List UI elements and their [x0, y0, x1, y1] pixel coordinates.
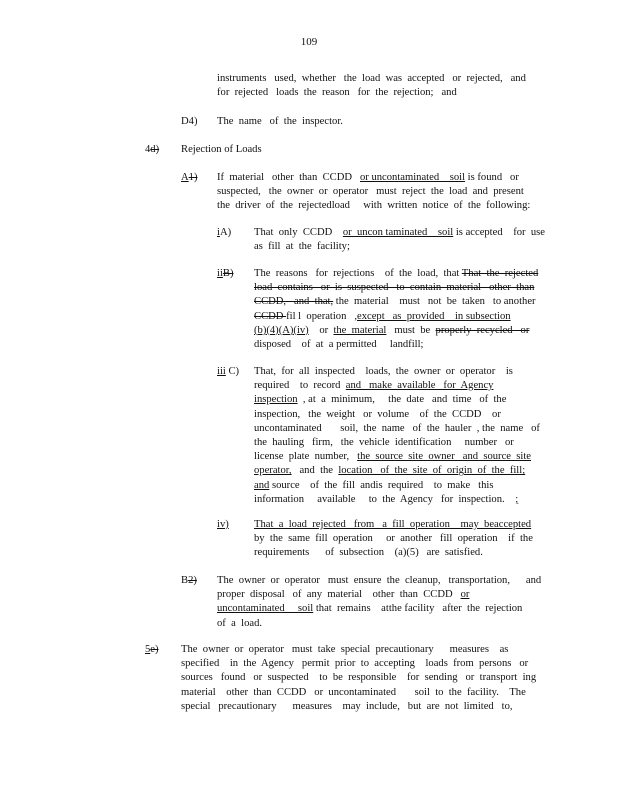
label-part: d) — [150, 144, 160, 155]
text-run: disposed of at a permitted landfill; — [254, 339, 424, 351]
text-line — [254, 295, 538, 309]
text-run: That the rejected — [461, 268, 539, 279]
text-run: That a load rejected from a fill operation may beaccepted — [254, 519, 532, 530]
item-iib-text — [254, 267, 538, 352]
label-part: ii — [217, 268, 223, 279]
text-run: properly recycled or — [435, 324, 530, 336]
text-line — [254, 338, 538, 352]
text-run: for rejected loads the reason for the rejection; and — [217, 87, 457, 99]
item-b2-text — [217, 574, 541, 631]
text-run: requirements of subsection (a)(5) are satisfied. — [254, 547, 483, 559]
text-line — [217, 115, 343, 129]
text-run: of a load. — [217, 617, 263, 629]
item-label-d4 — [181, 115, 197, 129]
text-line — [254, 240, 545, 254]
text-run: uncontaminated soil, the name of the hauler , the name of — [254, 422, 540, 434]
label-part: B — [181, 575, 189, 586]
page-number: 109 — [300, 36, 318, 48]
text-line — [254, 493, 540, 507]
text-line — [217, 171, 530, 185]
item-label-ia — [217, 226, 231, 240]
text-run: The owner or operator must take special precautionary measures as — [181, 644, 509, 655]
text-run: operator, — [254, 465, 292, 477]
text-run: the material — [333, 324, 387, 336]
text-line — [217, 185, 530, 199]
item-label-iv — [217, 518, 229, 532]
text-run: proper disposal of any material other than CCDD — [217, 589, 461, 601]
text-line — [254, 436, 540, 450]
section-label-4 — [145, 143, 159, 157]
text-run: uncontaminated soil — [217, 603, 314, 615]
text-line — [254, 546, 533, 560]
intro-paragraph — [217, 72, 526, 100]
item-label-iiic — [217, 365, 239, 379]
text-run: ,except as provided in subsection — [354, 310, 511, 322]
label-part: D — [181, 116, 189, 127]
text-run: sources found or suspected to be responsible for sending or transport ing — [181, 672, 537, 684]
text-run: inspection, the weight or volume of the CCDD or — [254, 408, 501, 420]
text-run: If material other than CCDD — [217, 172, 360, 183]
text-run: instruments used, whether the load was accepted or rejected, and — [217, 73, 526, 84]
text-run: material other than CCDD or uncontaminated soil to the facility. The — [181, 686, 526, 698]
item-label-iib — [217, 267, 233, 281]
text-line — [217, 72, 526, 86]
label-part: i — [217, 227, 220, 238]
text-run: That, for all inspected loads, the owner or operator is — [254, 366, 513, 377]
text-run: as fill at the facility; — [254, 241, 350, 253]
text-line — [181, 657, 536, 671]
text-line — [217, 588, 541, 602]
label-part: iv) — [217, 519, 229, 530]
text-run: , at a minimum, the date and time of the — [297, 394, 507, 406]
label-part: 1) — [188, 172, 198, 183]
label-part: 2) — [188, 575, 197, 586]
text-run: or uncon taminated soil — [342, 227, 454, 238]
text-run: information available to the Agency for inspection. — [254, 493, 516, 505]
text-run: location of the site of origin of the fill; — [338, 465, 526, 477]
text-run: ; — [515, 493, 519, 505]
text-line — [254, 532, 533, 546]
text-run: The owner or operator must ensure the cleanup, transportation, and — [217, 575, 542, 586]
text-line — [217, 574, 541, 588]
text-line — [254, 365, 540, 379]
text-run: The reasons for rejections of the load, that — [254, 268, 462, 279]
text-run: The name of the inspector. — [217, 116, 343, 127]
text-line — [254, 464, 540, 478]
label-part: iii — [217, 366, 226, 377]
text-run: and — [254, 479, 270, 491]
item-d4-text — [217, 115, 343, 129]
section-label-5 — [145, 643, 159, 657]
text-run: That only CCDD — [254, 227, 343, 238]
text-run: CCDD, and that, — [254, 296, 334, 308]
text-line — [254, 518, 533, 532]
item-iv-text — [254, 518, 533, 561]
label-part: A — [181, 172, 189, 183]
text-line — [254, 450, 540, 464]
text-run: the driver of the rejectedload with written notice of the following: — [217, 200, 531, 212]
text-line — [254, 408, 540, 422]
text-line — [254, 379, 540, 393]
text-run: required to record — [254, 380, 346, 392]
label-part: C) — [225, 366, 240, 377]
text-run: specified in the Agency permit prior to accepting loads from persons or — [181, 658, 529, 670]
item-ia-text — [254, 226, 545, 254]
text-run: CCDD — [254, 310, 287, 322]
item-iiic-text — [254, 365, 540, 507]
label-part: A) — [219, 227, 232, 238]
text-line — [217, 602, 541, 616]
text-line — [181, 686, 536, 700]
text-run: load contains or is suspected to contain material other than — [254, 282, 535, 294]
text-line — [217, 199, 530, 213]
text-run: license plate number, — [254, 451, 358, 463]
text-line — [254, 281, 538, 295]
text-run: (b)(4)(A)(iv) — [254, 324, 309, 336]
section-5-text — [181, 643, 536, 714]
text-line — [217, 617, 541, 631]
text-run: by the same fill operation or another fill operation if the — [254, 533, 533, 545]
text-line — [181, 671, 536, 685]
text-line — [254, 393, 540, 407]
text-run: must be — [386, 324, 436, 336]
item-label-b2 — [181, 574, 197, 588]
text-line — [254, 422, 540, 436]
text-run: the hauling firm, the vehicle identification number or — [254, 437, 514, 449]
text-run: is accepted for use — [453, 227, 545, 238]
text-run: the source site owner and source site — [357, 451, 531, 463]
text-line — [254, 324, 538, 338]
text-run: that remains atthe facility after the rejection — [313, 603, 523, 615]
label-part: 5 — [145, 644, 151, 655]
label-part: B) — [222, 268, 234, 279]
text-run: the material must not be taken to another — [333, 296, 536, 308]
section-title-rejection: Rejection of Loads — [181, 144, 262, 155]
text-line — [254, 267, 538, 281]
item-label-a1 — [181, 171, 197, 185]
text-run: suspected, the owner or operator must reject the load and present — [217, 186, 524, 198]
text-run: or — [460, 589, 470, 601]
text-run: is found or — [465, 172, 519, 183]
text-run: or uncontaminated soil — [359, 172, 466, 183]
label-part: 4 — [145, 144, 151, 155]
text-line — [181, 643, 536, 657]
label-part: e) — [150, 644, 159, 655]
text-line — [217, 86, 526, 100]
text-run: special precautionary measures may include, but are not limited to, — [181, 700, 513, 712]
text-line — [254, 479, 540, 493]
text-run: fil l operation — [286, 310, 355, 322]
item-a1-text — [217, 171, 530, 214]
text-run: and make available for Agency — [345, 380, 494, 392]
text-line — [181, 700, 536, 714]
text-run: and the — [291, 465, 339, 477]
text-line — [254, 226, 545, 240]
text-run: or — [308, 324, 334, 336]
label-part: 4) — [188, 116, 198, 127]
text-run: inspection — [254, 394, 298, 406]
text-run: source of the fill andis required to make this — [269, 479, 494, 491]
text-line — [254, 310, 538, 324]
